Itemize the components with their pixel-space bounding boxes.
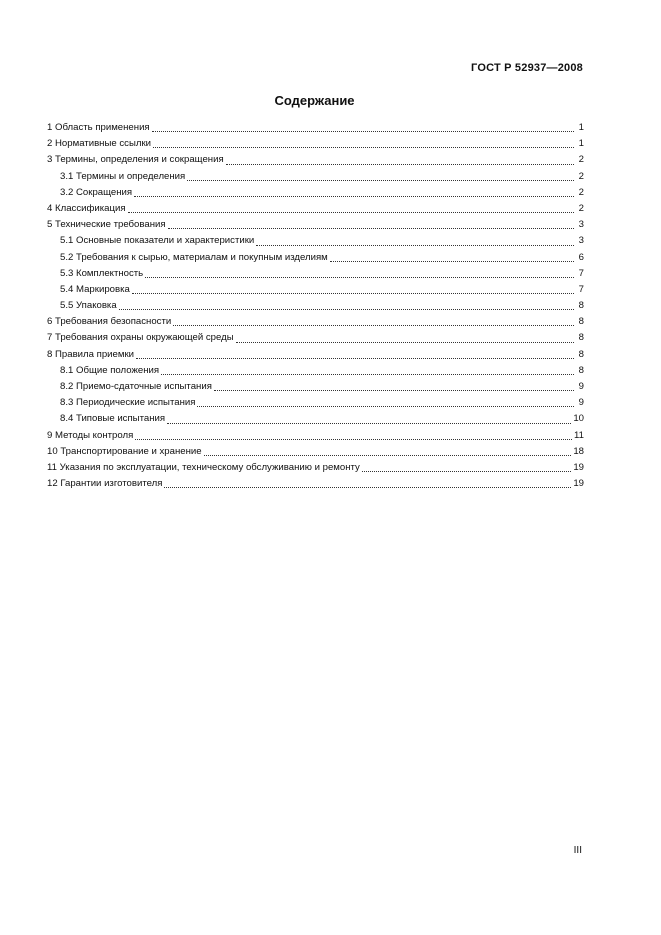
toc-entry-page: 11 <box>574 429 584 441</box>
toc-entry-5-3[interactable] <box>47 266 584 282</box>
toc-entry-8-1[interactable] <box>47 363 584 379</box>
dot-leader <box>330 261 574 262</box>
toc-entry-label: 3 Термины, определения и сокращения <box>47 154 224 166</box>
dot-leader <box>173 325 574 326</box>
toc-entry-page: 2 <box>578 170 584 182</box>
toc-entry-label: 2 Нормативные ссылки <box>47 138 152 150</box>
toc-entry-page: 1 <box>578 122 584 133</box>
dot-leader <box>145 277 574 278</box>
document-code: ГОСТ Р 52937—2008 <box>471 62 583 74</box>
toc-entry-label: 5.5 Упаковка <box>60 300 117 312</box>
toc-entry-label: 10 Транспортирование и хранение <box>47 445 202 457</box>
toc-entry-label: 4 Классификация <box>47 202 126 214</box>
toc-entry-8-3[interactable] <box>47 395 584 411</box>
dot-leader <box>136 358 574 359</box>
page-number: III <box>573 845 582 856</box>
toc-entry-page: 7 <box>578 267 584 279</box>
toc-entry-label: 6 Требования безопасности <box>47 316 172 328</box>
dot-leader <box>214 390 574 391</box>
toc-entry-page: 9 <box>578 381 584 392</box>
dot-leader <box>256 245 574 246</box>
toc-entry-9[interactable] <box>47 428 584 444</box>
toc-entry-label: 5.2 Требования к сырью, материалам и покупным изделиям <box>60 251 328 263</box>
dot-leader <box>168 228 574 229</box>
toc-title: Содержание <box>274 93 355 108</box>
toc-entry-page: 1 <box>578 138 584 150</box>
dot-leader <box>153 147 574 148</box>
toc-entry-11[interactable] <box>47 460 584 476</box>
dot-leader <box>134 196 574 197</box>
toc-entry-page: 7 <box>578 283 584 295</box>
toc-entry-label: 8.2 Приемо-сдаточные испытания <box>60 381 212 392</box>
toc-entry-label: 11 Указания по эксплуатации, техническому обслуживанию и ремонту <box>47 461 360 473</box>
toc-entry-page: 19 <box>573 461 584 473</box>
toc-entry-page: 8 <box>578 364 584 376</box>
dot-leader <box>135 439 572 440</box>
toc-entry-8-2[interactable] <box>47 379 584 395</box>
toc-entry-page: 10 <box>573 413 584 425</box>
toc-entry-3-1[interactable] <box>47 169 584 185</box>
table-of-contents <box>47 120 584 492</box>
toc-entry-page: 9 <box>578 397 584 409</box>
toc-entry-5-2[interactable] <box>47 250 584 266</box>
dot-leader <box>152 131 574 132</box>
toc-entry-7[interactable] <box>47 330 584 346</box>
toc-entry-page: 3 <box>578 235 584 247</box>
toc-entry-8-4[interactable] <box>47 411 584 427</box>
dot-leader <box>161 374 574 375</box>
dot-leader <box>187 180 574 181</box>
dot-leader <box>128 212 574 213</box>
toc-entry-page: 8 <box>578 332 584 344</box>
dot-leader <box>204 455 572 456</box>
toc-entry-page: 8 <box>578 316 584 328</box>
toc-entry-page: 3 <box>578 219 584 231</box>
toc-entry-label: 8.3 Периодические испытания <box>60 397 196 409</box>
toc-entry-page: 18 <box>573 445 584 457</box>
toc-entry-4[interactable] <box>47 201 584 217</box>
toc-entry-5[interactable] <box>47 217 584 233</box>
dot-leader <box>167 423 571 424</box>
dot-leader <box>236 342 574 343</box>
toc-entry-page: 2 <box>578 186 584 198</box>
toc-entry-8[interactable] <box>47 347 584 363</box>
dot-leader <box>132 293 574 294</box>
toc-entry-3[interactable] <box>47 152 584 168</box>
toc-entry-5-5[interactable] <box>47 298 584 314</box>
toc-entry-label: 7 Требования охраны окружающей среды <box>47 332 234 344</box>
toc-entry-label: 5.3 Комплектность <box>60 267 144 279</box>
toc-entry-label: 5 Технические требования <box>47 219 166 231</box>
toc-entry-page: 6 <box>578 251 584 263</box>
dot-leader <box>197 406 574 407</box>
dot-leader <box>226 164 574 165</box>
toc-entry-2[interactable] <box>47 136 584 152</box>
toc-entry-page: 2 <box>578 202 584 214</box>
dot-leader <box>164 487 571 488</box>
toc-entry-page: 8 <box>578 300 584 312</box>
toc-entry-5-1[interactable] <box>47 233 584 249</box>
toc-entry-label: 8.1 Общие положения <box>60 364 160 376</box>
toc-entry-label: 8 Правила приемки <box>47 348 134 360</box>
toc-entry-page: 8 <box>578 348 584 360</box>
toc-entry-6[interactable] <box>47 314 584 330</box>
toc-entry-5-4[interactable] <box>47 282 584 298</box>
toc-entry-label: 5.4 Маркировка <box>60 283 130 295</box>
dot-leader <box>119 309 574 310</box>
toc-entry-3-2[interactable] <box>47 185 584 201</box>
toc-entry-label: 12 Гарантии изготовителя <box>47 478 163 490</box>
toc-entry-label: 9 Методы контроля <box>47 429 134 441</box>
toc-entry-label: 8.4 Типовые испытания <box>60 413 166 425</box>
toc-entry-page: 19 <box>573 478 584 490</box>
toc-entry-12[interactable] <box>47 476 584 492</box>
toc-entry-page: 2 <box>578 154 584 166</box>
toc-entry-1[interactable] <box>47 120 584 136</box>
toc-entry-label: 5.1 Основные показатели и характеристики <box>60 235 255 247</box>
toc-entry-label: 1 Область применения <box>47 122 150 133</box>
toc-entry-label: 3.2 Сокращения <box>60 186 133 198</box>
toc-entry-label: 3.1 Термины и определения <box>60 170 186 182</box>
toc-entry-10[interactable] <box>47 444 584 460</box>
dot-leader <box>362 471 572 472</box>
